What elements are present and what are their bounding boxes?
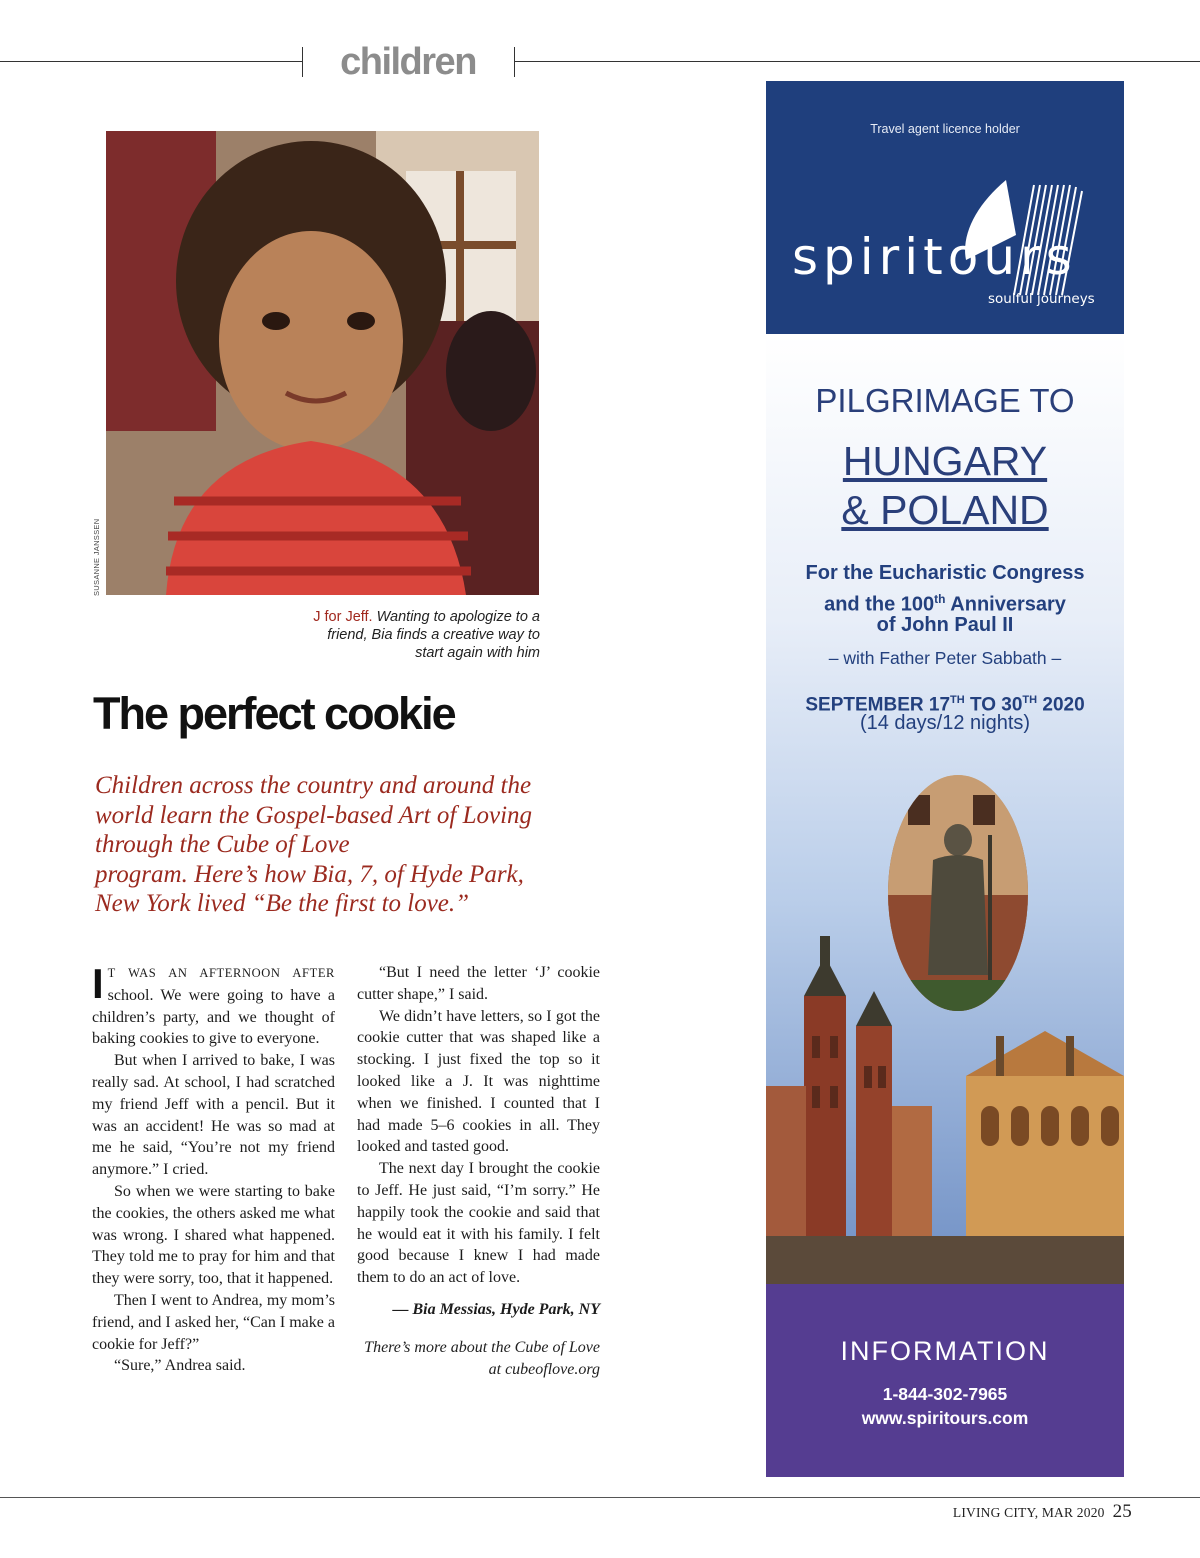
ad-contact-band — [766, 1284, 1124, 1477]
ad-website-link[interactable]: www.spiritours.com — [861, 1408, 1029, 1428]
section-label: children — [340, 41, 476, 83]
ad-licence-text: Travel agent licence holder — [870, 122, 1020, 136]
ad-duration: (14 days/12 nights) — [859, 712, 1031, 734]
lead-in-caps: T WAS AN AFTERNOON AFTER — [107, 966, 335, 980]
body-paragraph: Then I went to Andrea, my mom’s friend, and I asked her, “Can I make a cookie for Jeff?” — [92, 1291, 335, 1353]
lead-in-rest: school. We were going to have a children’s party, and we thought of baking cookies to give to everyone. — [92, 986, 335, 1048]
body-paragraph — [92, 962, 335, 1050]
spiritours-logo: spiritours — [792, 228, 1077, 286]
deck-line: Children across the country and around the — [95, 772, 532, 799]
girl-portrait-illustration — [106, 131, 539, 595]
ad-event-line-3: of John Paul II — [876, 614, 1014, 636]
ad-dates-c: 2020 — [1037, 694, 1085, 716]
ad-event-line-1: For the Eucharistic Congress — [805, 562, 1085, 584]
ad-destination-hungary: HUNGARY — [842, 438, 1048, 484]
photo-credit: SUSANNE JANSSEN — [92, 518, 101, 596]
header-tick-right — [514, 47, 515, 77]
body-paragraph: The next day I brought the cookie to Jeff. He just said, “I’m sorry.” He happily took the cookie and said that he would eat it with his family. I felt good because I knew I had made them to do an act of love. — [357, 1160, 600, 1287]
article-deck — [95, 771, 595, 919]
body-paragraph: “But I need the letter ‘J’ cookie cutter shape,” I said. — [357, 964, 600, 1003]
author-signoff: — Bia Messias, Hyde Park, NY — [392, 1300, 600, 1318]
more-info-note: There’s more about the Cube of Love at cubeoflove.org — [364, 1338, 600, 1378]
ad-event-line-2a: and the 100 — [824, 593, 935, 616]
header-rule-right — [514, 61, 1200, 62]
deck-line: through the Cube of Love — [95, 831, 350, 858]
ad-priest-line: – with Father Peter Sabbath – — [828, 648, 1062, 668]
spiritours-advertisement[interactable] — [766, 81, 1124, 1477]
body-paragraph: But when I arrived to bake, I was really sad. At school, I had scratched my friend Jeff with a pencil. But it was an accident! He was so mad at me he said, “You’re not my friend anymore.” I cried. — [92, 1052, 335, 1179]
article-column-2 — [357, 962, 600, 1380]
ad-event-line-2-sup: th — [934, 592, 946, 606]
deck-line: world learn the Gospel-based Art of Loving — [95, 801, 533, 829]
ad-dates-b: TO 30 — [964, 694, 1023, 716]
ad-phone-number[interactable]: 1-844-302-7965 — [882, 1384, 1008, 1404]
article-column-1 — [92, 962, 335, 1377]
body-paragraph: “Sure,” Andrea said. — [114, 1357, 246, 1375]
caption-lead: J for Jeff. — [313, 609, 373, 625]
deck-line: program. Here’s how Bia, 7, of Hyde Park, — [95, 860, 524, 888]
caption-text: Wanting to apologize to a friend, Bia finds a creative way to start again with him — [327, 609, 540, 661]
photo-caption — [300, 608, 540, 662]
ad-dates-a: SEPTEMBER 17 — [805, 694, 951, 716]
body-paragraph: So when we were starting to bake the cookies, the others asked me what was wrong. I shared what happened. They told me to pray for him and that they were sorry, too, that it happened. — [92, 1182, 335, 1288]
footer-rule — [0, 1497, 1200, 1498]
article-photo — [106, 131, 539, 595]
ad-dates-sup-2: TH — [1022, 694, 1038, 706]
header-rule-left — [0, 61, 302, 62]
deck-line: New York lived “Be the first to love.” — [95, 890, 470, 917]
article-headline: The perfect cookie — [93, 688, 455, 739]
ad-pilgrimage-heading: PILGRIMAGE TO — [815, 382, 1075, 419]
ad-dates-sup-1: TH — [950, 694, 965, 706]
ad-info-heading: INFORMATION — [840, 1336, 1050, 1366]
ad-statue-photo — [888, 775, 1028, 1011]
drop-cap: I — [92, 960, 104, 1007]
page-number: 25 — [1112, 1501, 1132, 1522]
ad-event-line-2b: Anniversary — [945, 593, 1066, 616]
ad-destination-poland: & POLAND — [841, 487, 1049, 533]
statue-illustration — [888, 775, 1028, 1011]
ad-tagline: soulful journeys — [988, 291, 1095, 307]
page-footer — [953, 1500, 1132, 1525]
body-paragraph: We didn’t have letters, so I got the cookie cutter that was shaped like a stocking. I just fixed the top so it looked like a J. It was nighttime when we finished. I counted that I had made 5–6 cookies in all. They looked and tasted good. — [357, 1007, 600, 1156]
ad-top-band — [766, 81, 1124, 334]
publication-name: LIVING CITY, MAR 2020 — [952, 1505, 1105, 1520]
